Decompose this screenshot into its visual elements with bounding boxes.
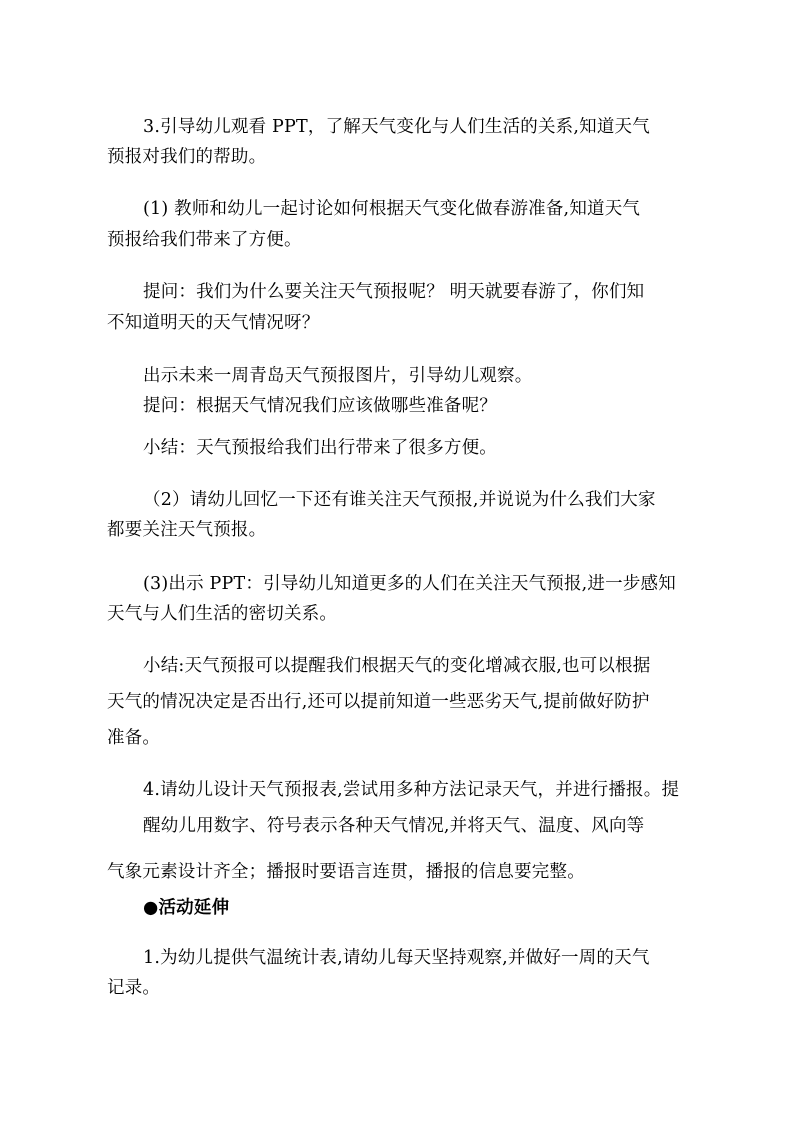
text-line: (1) 教师和幼儿一起讨论如何根据天气变化做春游准备,知道天气 (143, 199, 641, 219)
text-line: 预报给我们带来了方便。 (107, 230, 302, 250)
text-line: 4.请幼儿设计天气预报表,尝试用多种方法记录天气，并进行播报。提 (143, 780, 680, 800)
text-line: 天气与人们生活的密切关系。 (107, 604, 338, 624)
section-heading: ●活动延伸 (143, 898, 230, 918)
text-line: 气象元素设计齐全；播报时要语言连贯，播报的信息要完整。 (107, 862, 585, 882)
text-line: (3)出示 PPT：引导幼儿知道更多的人们在关注天气预报,进一步感知 (143, 574, 676, 594)
text-line: 准备。 (107, 728, 161, 748)
text-line: 提问：我们为什么要关注天气预报呢？ 明天就要春游了，你们知 (143, 282, 645, 302)
paragraph-question-prepare: 提问：根据天气情况我们应该做哪些准备呢？ (143, 396, 497, 416)
text-line: 预报对我们的帮助。 (107, 147, 267, 167)
paragraph-summary: 小结：天气预报给我们出行带来了很多方便。 (143, 438, 497, 458)
text-line: 天气的情况决定是否出行,还可以提前知道一些恶劣天气,提前做好防护 (107, 692, 650, 712)
text-line: 都要关注天气预报。 (107, 520, 267, 540)
text-line: 醒幼儿用数字、符号表示各种天气情况,并将天气、温度、风向等 (143, 816, 645, 836)
text-line: 小结:天气预报可以提醒我们根据天气的变化增减衣服,也可以根据 (143, 656, 651, 676)
text-line: 记录。 (107, 978, 161, 998)
text-line: 3.引导幼儿观看 PPT，了解天气变化与人们生活的关系,知道天气 (143, 117, 650, 137)
paragraph-show-forecast: 出示未来一周青岛天气预报图片，引导幼儿观察。 (143, 366, 533, 386)
text-line: 不知道明天的天气情况呀？ (107, 313, 320, 333)
text-line: （2）请幼儿回忆一下还有谁关注天气预报,并说说为什么我们大家 (143, 490, 656, 510)
text-line: 1.为幼儿提供气温统计表,请幼儿每天坚持观察,并做好一周的天气 (143, 948, 650, 968)
